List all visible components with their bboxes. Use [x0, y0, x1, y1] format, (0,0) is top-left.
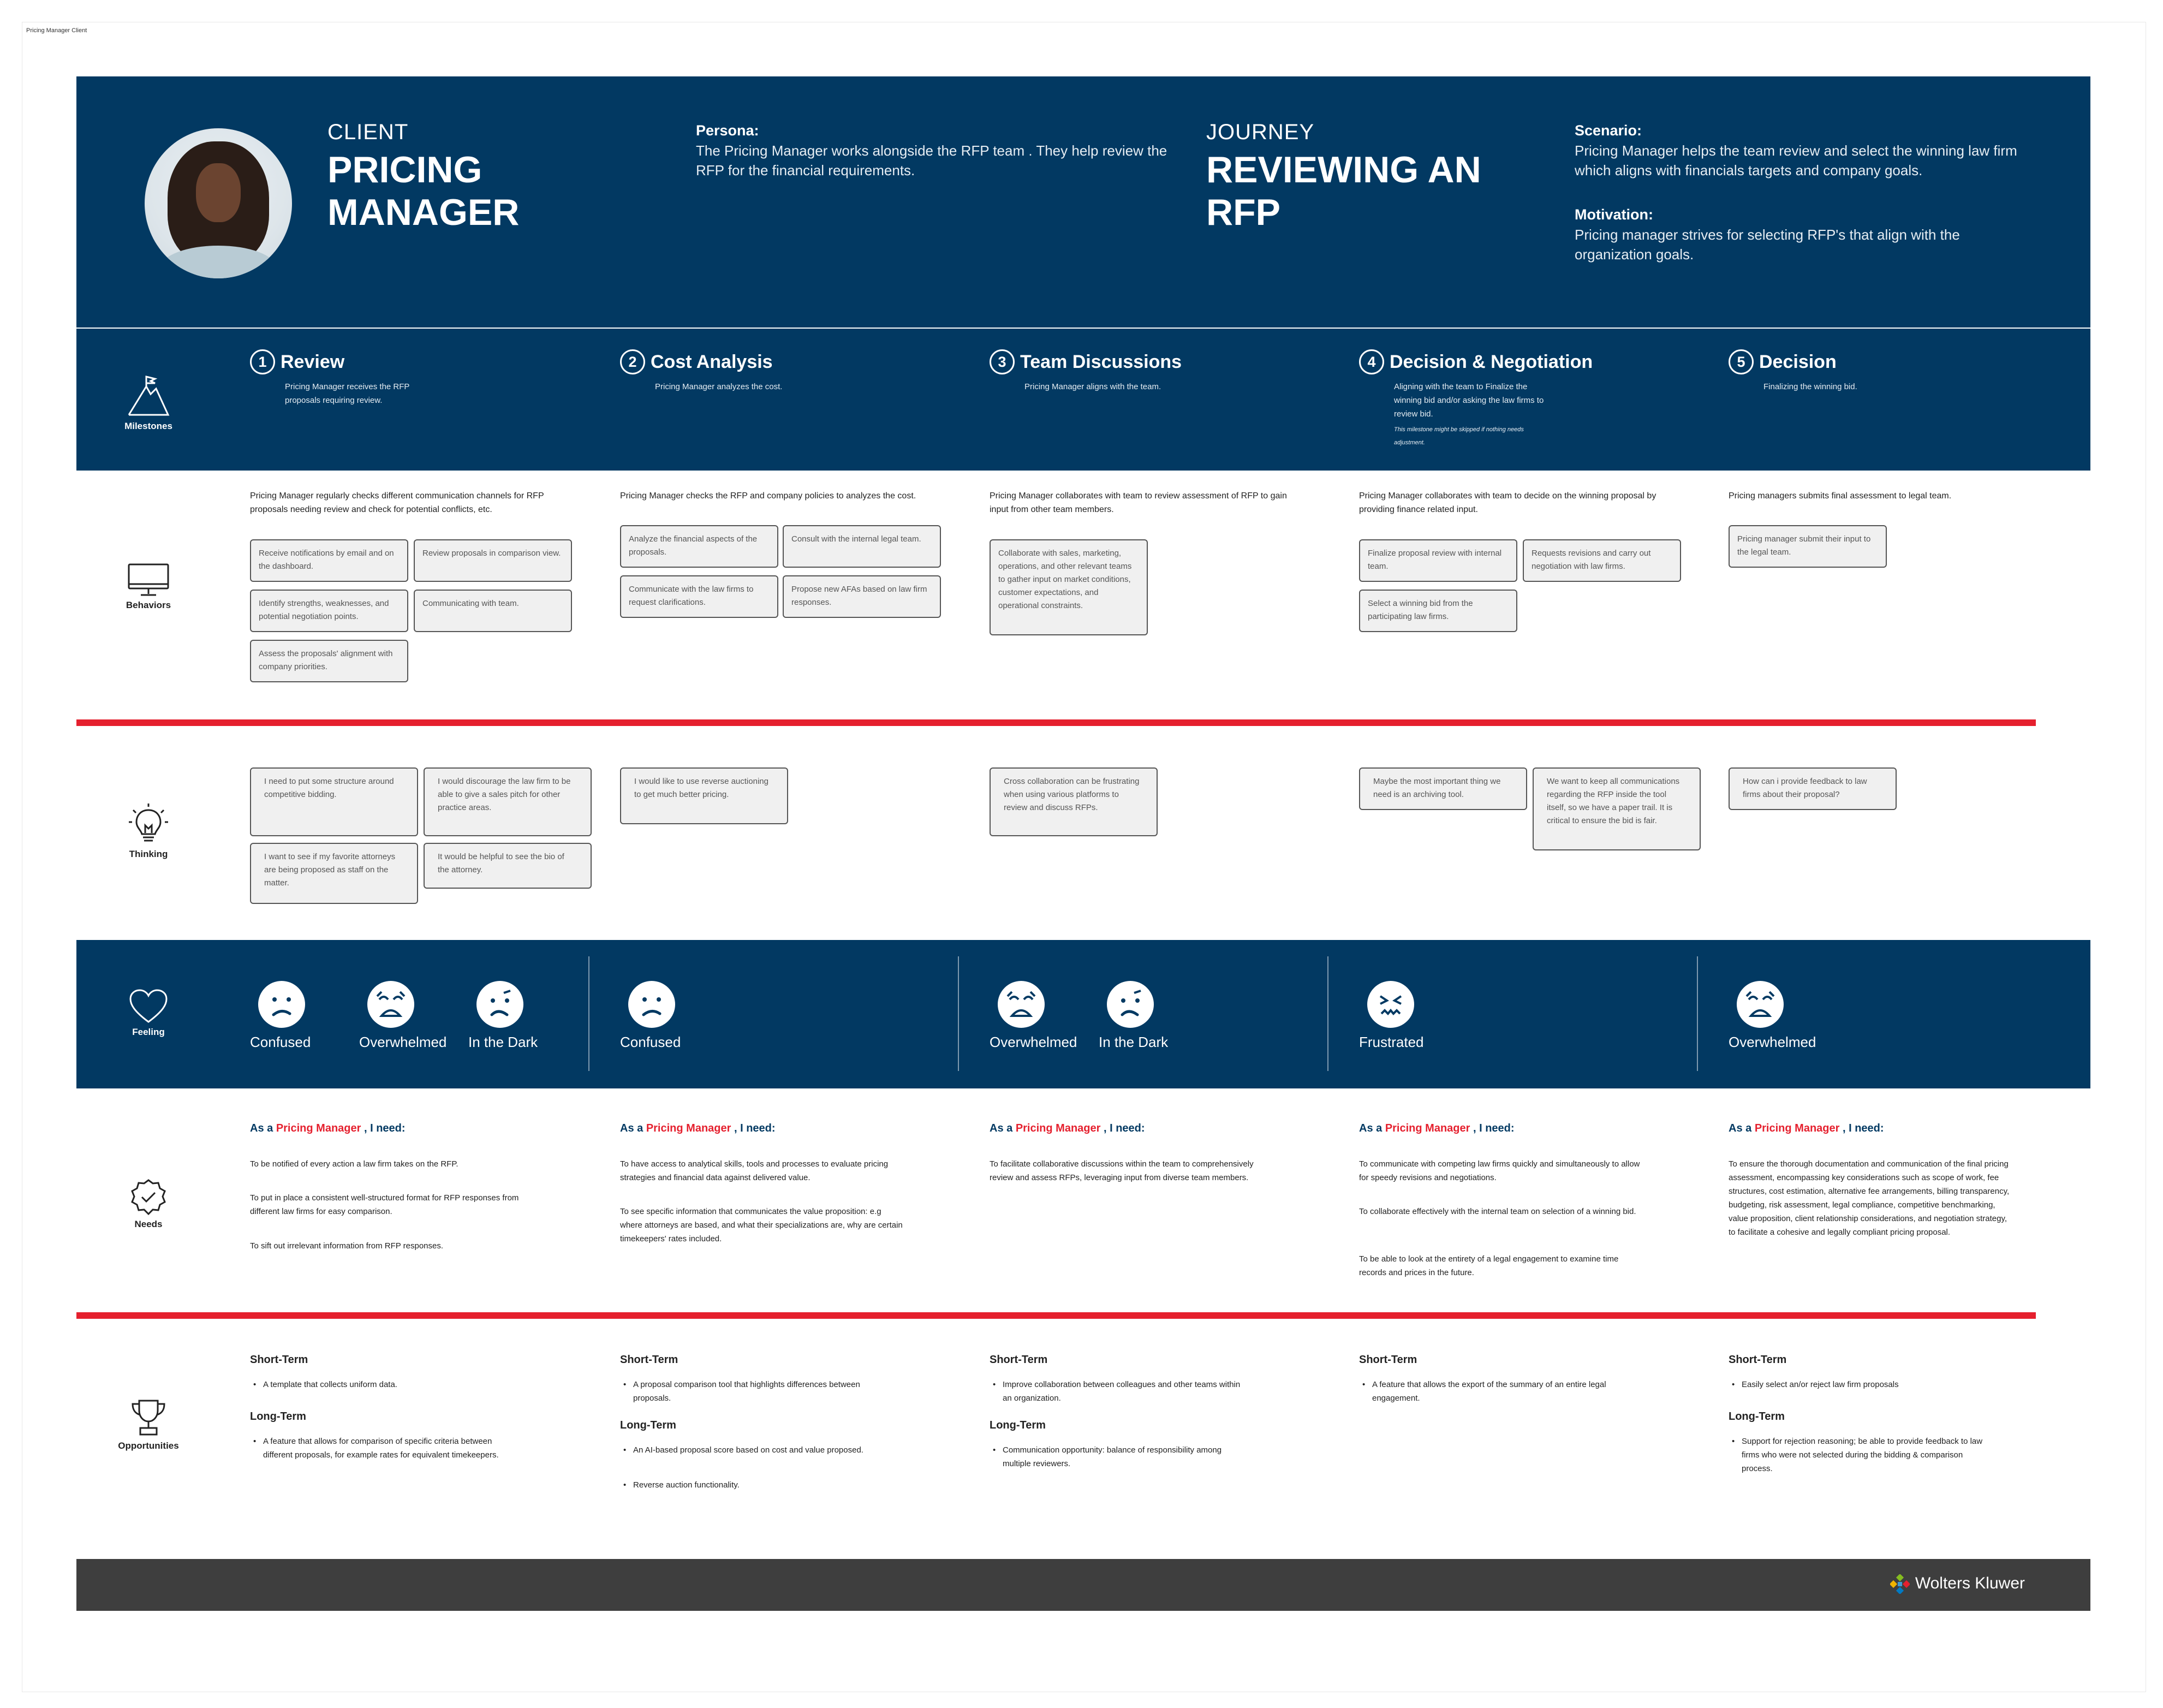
- long-term-item: • A feature that allows for comparison of specific criteria between different proposals, for example rates for equivalent timekeepers.: [250, 1435, 512, 1462]
- page-label: Pricing Manager Client: [26, 27, 87, 34]
- scenario-text: Pricing Manager helps the team review and select the winning law firm which aligns with financials targets and company goals.: [1575, 142, 2017, 178]
- behavior-summary: Pricing Manager checks the RFP and company policies to analyzes the cost.: [620, 491, 916, 501]
- milestone-number: 2: [620, 349, 645, 374]
- needs-heading-role: Pricing Manager: [276, 1122, 361, 1134]
- milestone-description: Aligning with the team to Finalize the winning bid and/or asking the law firms to review bid.: [1394, 382, 1544, 419]
- behavior-sticky-note: Assess the proposals' alignment with company priorities.: [250, 640, 408, 682]
- heart-icon: [128, 988, 169, 1024]
- scenario-label: Scenario:: [1575, 122, 1642, 139]
- behavior-sticky-note: Collaborate with sales, marketing, operations, and other relevant teams to gather input on market conditions, customer expectations, and operational constraints.: [990, 539, 1148, 635]
- short-term-item: • Improve collaboration between colleagues and other teams within an organization.: [990, 1378, 1252, 1405]
- long-term-heading: Long-Term: [990, 1419, 1046, 1431]
- milestone-description: Finalizing the winning bid.: [1763, 382, 1857, 391]
- need-item: To have access to analytical skills, tools and processes to evaluate pricing strategies and financial data against delivered value.: [620, 1159, 889, 1182]
- milestone-number: 5: [1729, 349, 1754, 374]
- brand-name: Wolters Kluwer: [1915, 1574, 2025, 1592]
- needs-heading-role: Pricing Manager: [1754, 1122, 1840, 1134]
- thought-sticky-note: I want to see if my favorite attorneys are being proposed as staff on the matter.: [250, 843, 418, 904]
- milestone-title: Decision & Negotiation: [1390, 351, 1593, 372]
- milestone-1: [250, 349, 599, 407]
- feeling-label-text: In the Dark: [1099, 1034, 1169, 1050]
- needs-label: Needs: [134, 1219, 163, 1229]
- milestone-4: [1359, 349, 1708, 449]
- needs-row-label: [105, 1178, 192, 1230]
- journey-title: REVIEWING AN RFP: [1206, 149, 1481, 233]
- motivation-text: Pricing manager strives for selecting RFP's that align with the organization goals.: [1575, 227, 1960, 263]
- opportunities-row-label: [105, 1398, 192, 1451]
- wolters-kluwer-logo-icon: [1890, 1574, 1910, 1594]
- need-item: To communicate with competing law firms quickly and simultaneously to allow for speedy revisions and negotiations.: [1359, 1159, 1640, 1182]
- needs-heading: [1729, 1122, 1884, 1135]
- behavior-summary: Pricing Manager collaborates with team to review assessment of RFP to gain input from other team members.: [990, 491, 1287, 514]
- need-item: To facilitate collaborative discussions within the team to comprehensively review and assess RFPs, leveraging input from diverse team members.: [990, 1159, 1254, 1182]
- behaviors-row-label: [105, 562, 192, 611]
- need-item: To sift out irrelevant information from RFP responses.: [250, 1241, 444, 1251]
- behavior-summary: Pricing managers submits final assessment to legal team.: [1729, 491, 1952, 501]
- confused-face-icon: [628, 981, 675, 1028]
- feeling-divider: [588, 956, 589, 1071]
- opportunities-label: Opportunities: [118, 1441, 179, 1451]
- behavior-sticky-note: Select a winning bid from the participating law firms.: [1359, 590, 1517, 632]
- lightbulb-icon: [127, 802, 170, 846]
- in-the-dark-face-icon: [1107, 981, 1154, 1028]
- needs-heading: [990, 1122, 1145, 1135]
- feeling-label-text: Overwhelmed: [990, 1034, 1077, 1050]
- short-term-item: • Easily select an/or reject law firm proposals: [1729, 1378, 1991, 1391]
- long-term-item: • Communication opportunity: balance of responsibility among multiple reviewers.: [990, 1443, 1252, 1471]
- needs-heading-suffix: , I need:: [1103, 1122, 1145, 1134]
- thought-sticky-note: I would discourage the law firm to be able to give a sales pitch for other practice areas.: [424, 767, 592, 836]
- behavior-sticky-note: Propose new AFAs based on law firm responses.: [783, 575, 941, 618]
- milestone-description: Pricing Manager analyzes the cost.: [655, 382, 783, 391]
- short-term-heading: Short-Term: [620, 1354, 678, 1366]
- needs-heading: [1359, 1122, 1515, 1135]
- needs-heading-suffix: , I need:: [734, 1122, 776, 1134]
- feeling-row: [76, 940, 2090, 1088]
- thought-sticky-note: We want to keep all communications regarding the RFP inside the tool itself, so we have a paper trail. It is critical to ensure the bid is fair.: [1533, 767, 1701, 850]
- behaviors-label: Behaviors: [126, 600, 171, 610]
- need-item: To ensure the thorough documentation and communication of the final pricing assessment, encompassing key considerations such as scope of work, fee structures, cost estimation, alternative fee arrangements, billing transparency, budgeting, risk assessment, legal compliance, competitive benchmarking, value proposition, client relationship considerations, and negotiation strategy, to facilitate a cohesive and legally compliant pricing proposal.: [1729, 1159, 2010, 1237]
- behavior-summary: Pricing Manager regularly checks different communication channels for RFP proposals needing review and check for potential conflicts, etc.: [250, 491, 544, 514]
- persona-avatar: [145, 128, 292, 278]
- need-item: To collaborate effectively with the internal team on selection of a winning bid.: [1359, 1207, 1636, 1216]
- long-term-item: • Support for rejection reasoning; be able to provide feedback to law firms who were not selected during the bidding & comparison process.: [1729, 1435, 1991, 1475]
- milestone-3: [990, 349, 1339, 394]
- feeling-label: Feeling: [132, 1027, 165, 1037]
- short-term-item: • A proposal comparison tool that highlights differences between proposals.: [620, 1378, 882, 1405]
- short-term-heading: Short-Term: [250, 1354, 308, 1366]
- milestone-title: Decision: [1759, 351, 1837, 372]
- milestone-title: Team Discussions: [1020, 351, 1182, 372]
- long-term-heading: Long-Term: [620, 1419, 676, 1431]
- long-term-heading: Long-Term: [250, 1411, 306, 1423]
- overwhelmed-face-icon: [367, 981, 414, 1028]
- need-item: To be notified of every action a law firm takes on the RFP.: [250, 1159, 458, 1169]
- need-item: To be able to look at the entirety of a legal engagement to examine time records and prices in the future.: [1359, 1254, 1619, 1277]
- milestone-2: [620, 349, 969, 394]
- persona-label: Persona:: [696, 122, 759, 139]
- milestone-title: Review: [281, 351, 345, 372]
- need-item: To put in place a consistent well-structured format for RFP responses from different law firms for easy comparison.: [250, 1193, 519, 1216]
- needs-heading-prefix: As a: [620, 1122, 643, 1134]
- short-term-heading: Short-Term: [1359, 1354, 1417, 1366]
- behavior-sticky-note: Analyze the financial aspects of the proposals.: [620, 525, 778, 568]
- needs-heading-prefix: As a: [990, 1122, 1013, 1134]
- behavior-sticky-note: Finalize proposal review with internal team.: [1359, 539, 1517, 582]
- red-divider-top: [76, 719, 2036, 726]
- behavior-sticky-note: Communicating with team.: [414, 590, 572, 632]
- milestones-label: Milestones: [124, 421, 172, 431]
- needs-heading-prefix: As a: [250, 1122, 273, 1134]
- thought-sticky-note: It would be helpful to see the bio of the attorney.: [424, 843, 592, 889]
- milestone-5: [1729, 349, 2078, 394]
- thought-sticky-note: I need to put some structure around competitive bidding.: [250, 767, 418, 836]
- needs-heading-prefix: As a: [1359, 1122, 1383, 1134]
- long-term-heading: Long-Term: [1729, 1411, 1785, 1423]
- needs-heading-suffix: , I need:: [364, 1122, 406, 1134]
- feeling-divider: [1697, 956, 1698, 1071]
- short-term-item: • A template that collects uniform data.: [250, 1378, 512, 1391]
- milestone-title: Cost Analysis: [651, 351, 773, 372]
- behavior-sticky-note: Review proposals in comparison view.: [414, 539, 572, 582]
- frustrated-face-icon: [1367, 981, 1414, 1028]
- feeling-divider: [958, 956, 959, 1071]
- behavior-sticky-note: Consult with the internal legal team.: [783, 525, 941, 568]
- needs-heading-role: Pricing Manager: [1385, 1122, 1470, 1134]
- mountain-flag-icon: [127, 376, 170, 418]
- feeling-label-text: Confused: [250, 1034, 311, 1050]
- needs-heading-suffix: , I need:: [1473, 1122, 1515, 1134]
- feeling-label-text: Overwhelmed: [359, 1034, 447, 1050]
- behavior-sticky-note: Communicate with the law firms to request clarifications.: [620, 575, 778, 618]
- milestones-row-label: [105, 376, 192, 432]
- footer-bar: [76, 1559, 2090, 1611]
- thinking-row-label: [105, 802, 192, 860]
- need-item: To see specific information that communicates the value proposition: e.g where attorneys are based, and what their specializations are, why are certain timekeepers' rates included.: [620, 1207, 903, 1243]
- overwhelmed-face-icon: [998, 981, 1045, 1028]
- verified-badge-icon: [129, 1178, 168, 1216]
- thought-sticky-note: I would like to use reverse auctioning to get much better pricing.: [620, 767, 788, 824]
- behavior-summary: Pricing Manager collaborates with team to decide on the winning proposal by providing finance related input.: [1359, 491, 1656, 514]
- needs-heading: [620, 1122, 776, 1135]
- short-term-heading: Short-Term: [990, 1354, 1048, 1366]
- needs-heading: [250, 1122, 406, 1135]
- feeling-label-text: Frustrated: [1359, 1034, 1424, 1050]
- thought-sticky-note: How can i provide feedback to law firms about their proposal?: [1729, 767, 1897, 810]
- thought-sticky-note: Maybe the most important thing we need is an archiving tool.: [1359, 767, 1527, 810]
- behavior-sticky-note: Pricing manager submit their input to the legal team.: [1729, 525, 1887, 568]
- feeling-divider: [1327, 956, 1328, 1071]
- behavior-sticky-note: Identify strengths, weaknesses, and potential negotiation points.: [250, 590, 408, 632]
- thought-sticky-note: Cross collaboration can be frustrating when using various platforms to review and discuss RFPs.: [990, 767, 1158, 836]
- monitor-icon: [127, 562, 170, 597]
- overwhelmed-face-icon: [1737, 981, 1784, 1028]
- long-term-item: • Reverse auction functionality.: [620, 1478, 882, 1492]
- milestones-row: [76, 328, 2090, 471]
- milestone-number: 4: [1359, 349, 1384, 374]
- behavior-sticky-note: Requests revisions and carry out negotiation with law firms.: [1523, 539, 1681, 582]
- milestone-description: Pricing Manager receives the RFP proposals requiring review.: [285, 382, 410, 405]
- confused-face-icon: [258, 981, 305, 1028]
- trophy-icon: [129, 1398, 168, 1438]
- feeling-label-text: Confused: [620, 1034, 681, 1050]
- behavior-sticky-note: Receive notifications by email and on the dashboard.: [250, 539, 408, 582]
- feeling-label-text: In the Dark: [468, 1034, 538, 1050]
- milestone-description: Pricing Manager aligns with the team.: [1024, 382, 1161, 391]
- persona-text: The Pricing Manager works alongside the RFP team . They help review the RFP for the financial requirements.: [696, 142, 1167, 178]
- short-term-heading: Short-Term: [1729, 1354, 1787, 1366]
- red-divider-bottom: [76, 1312, 2036, 1319]
- milestone-number: 1: [250, 349, 275, 374]
- client-kicker: CLIENT: [327, 120, 409, 144]
- feeling-row-label: [105, 988, 192, 1038]
- milestone-note: This milestone might be skipped if nothing needs adjustment.: [1394, 426, 1524, 446]
- needs-heading-suffix: , I need:: [1842, 1122, 1884, 1134]
- motivation-label: Motivation:: [1575, 206, 1653, 223]
- feeling-label-text: Overwhelmed: [1729, 1034, 1816, 1050]
- milestone-number: 3: [990, 349, 1015, 374]
- short-term-item: • A feature that allows the export of the summary of an entire legal engagement.: [1359, 1378, 1621, 1405]
- journey-kicker: JOURNEY: [1206, 120, 1315, 144]
- needs-heading-role: Pricing Manager: [646, 1122, 731, 1134]
- long-term-item: • An AI-based proposal score based on cost and value proposed.: [620, 1443, 882, 1457]
- needs-heading-role: Pricing Manager: [1015, 1122, 1101, 1134]
- thinking-label: Thinking: [129, 849, 168, 859]
- client-title: PRICING MANAGER: [327, 149, 520, 233]
- needs-heading-prefix: As a: [1729, 1122, 1752, 1134]
- persona-header: [76, 76, 2090, 328]
- brand-logo: [1890, 1574, 2025, 1594]
- in-the-dark-face-icon: [476, 981, 523, 1028]
